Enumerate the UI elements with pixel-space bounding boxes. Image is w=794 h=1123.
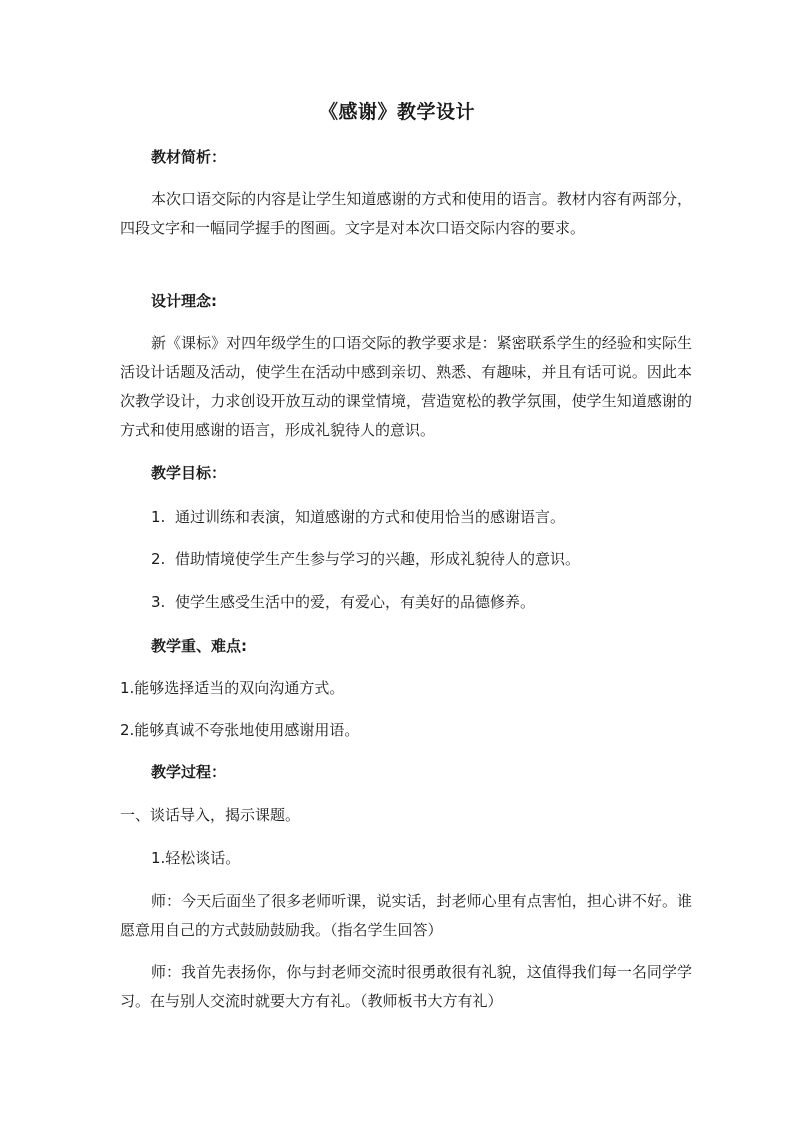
section-heading-concept: 设计理念: [151,292,217,310]
objective-number: 2. [151,550,166,568]
process-step: 一、谈话导入，揭示课题。 [120,806,301,824]
paragraph-concept: 新《课标》对四年级学生的口语交际的教学要求是：紧密联系学生的经验和实际生活设计话题及活动，使学生在活动中感到亲切、熟悉、有趣味，并且有话可说。因此本次教学设计，力求创设开放互动的课堂情境，营造宽松的教学氛围，使学生知道感谢的方式和使用感谢的语言，形成礼貌待人的意识。 [120,334,692,439]
process-substep: 1.轻松谈话。 [151,849,241,867]
objective-text: 通过训练和表演，知道感谢的方式和使用恰当的感谢语言。 [175,508,566,526]
document-title: 《感谢》教学设计 [318,101,475,123]
objective-number: 3. [151,593,166,611]
paragraph-analysis: 本次口语交际的内容是让学生知道感谢的方式和使用的语言。教材内容有两部分，四段文字和一幅同学握手的图画。文字是对本次口语交际内容的要求。 [120,190,692,237]
section-heading-keypoints: 教学重、难点: [151,637,247,655]
objective-item [120,588,723,617]
paragraph-teacher-2: 师：我首先表扬你，你与封老师交流时很勇敢很有礼貌，这值得我们每一名同学学习。在与别人交流时就要大方有礼。（教师板书大方有礼） [120,963,692,1010]
section-heading-analysis: 教材简析： [151,148,227,166]
objective-text: 使学生感受生活中的爱，有爱心，有美好的品德修养。 [175,593,536,611]
paragraph-teacher-1: 师：今天后面坐了很多老师听课，说实话，封老师心里有点害怕，担心讲不好。谁愿意用自己的方式鼓励鼓励我。（指名学生回答） [120,892,692,939]
section-heading-process: 教学过程： [151,763,227,781]
section-heading-objectives: 教学目标： [151,464,227,482]
objective-item [120,545,723,574]
objective-item [120,503,723,532]
keypoint-item: 1.能够选择适当的双向沟通方式。 [120,679,345,697]
objective-number: 1. [151,508,166,526]
objective-text: 借助情境使学生产生参与学习的兴趣，形成礼貌待人的意识。 [175,550,581,568]
keypoint-item: 2.能够真诚不夸张地使用感谢用语。 [120,721,360,739]
